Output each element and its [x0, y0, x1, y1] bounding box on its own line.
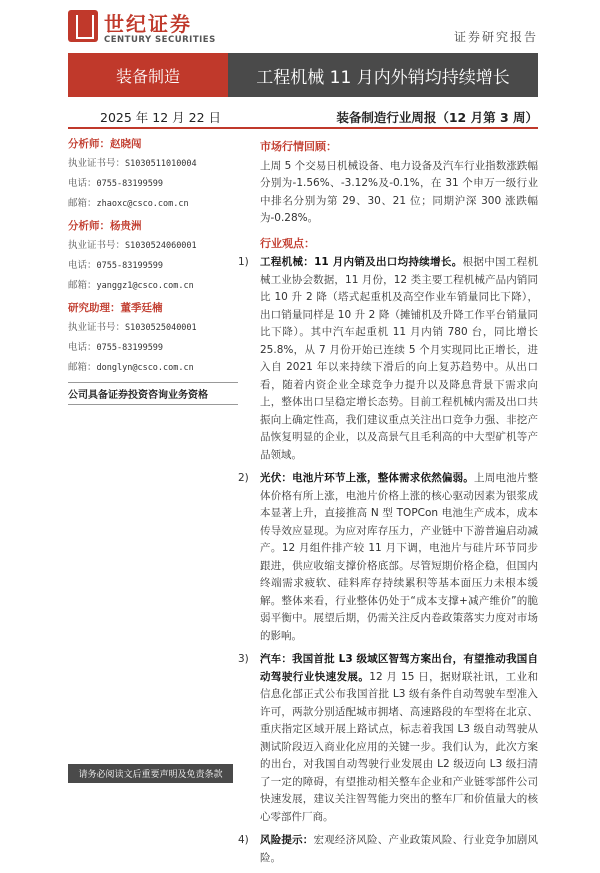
- view-number: 2): [238, 472, 249, 484]
- view-text: 12 月 15 日，据财联社讯，工业和信息化部正式公布我国首批 L3 级有条件自动驾驶车型准入许可，两款分别适配城市拥堵、高速路段的车型将在北京、重庆指定区域开展上路试点，标志着我国 L3 级自动驾驶从测试阶段迈入商业化应用的关键一步。我们认为，此次方案的出台，对我国自动驾驶行业发展由 L2 级迈向 L3 级扫清了一定的障碍，有望推动相关整车企业和产业链零部件公司快速发展，建议关注智驾能力突出的整车厂和价值量大的核心零部件厂商。: [260, 670, 539, 823]
- analyst-name: 研究助理：董季廷楠: [68, 302, 163, 314]
- analyst-block: [68, 136, 238, 209]
- report-subtitle: 装备制造行业周报（12 月第 3 周）: [336, 110, 538, 125]
- analyst-cert: 执业证书号：S1030525040001: [68, 322, 197, 333]
- analyst-cert: 执业证书号：S1030511010004: [68, 158, 197, 169]
- analyst-block: [68, 218, 238, 291]
- logo-name-en: CENTURY SECURITIES: [104, 35, 216, 45]
- main-content: [238, 138, 539, 873]
- view-number: 4): [238, 834, 249, 846]
- view-text: 根据中国工程机械工业协会数据，11 月份，12 类主要工程机械产品内销同比 10 升 2 降（塔式起重机及高空作业车销量同比下降），出口销量同样是 10 升 2 降（摊铺机及升降工作平台销量同比下降）。其中汽车起重机 11 月内销 780 台，同比增长 25.8%，从 7 月份开始已连续 5 个月实现同比正增长，进入自 2021 年以来持续下滑后的向上复苏趋势中。从出口看，随着内资企业全球竞争力提升以及降息背景下需求向上，整体出口呈稳定增长态势。目前工程机械内需及出口共振向上确定性高，我们建议重点关注出口竞争力强、非挖产品恢复明显的企业，以及高景气且毛利高的中大型矿机等产品领域。: [260, 256, 538, 461]
- analyst-name: 分析师：杨贵洲: [68, 220, 142, 232]
- logo-name-cn: 世纪证券: [104, 12, 192, 36]
- market-review-heading: 市场行情回顾：: [260, 140, 337, 153]
- logo-icon: [68, 10, 98, 42]
- view-item: [238, 832, 538, 867]
- industry-views-heading: 行业观点：: [260, 236, 315, 250]
- analyst-block: [68, 300, 238, 373]
- analyst-name: 分析师：赵晓闯: [68, 138, 142, 150]
- analyst-email[interactable]: 邮箱：zhaoxc@csco.com.cn: [68, 198, 189, 209]
- view-lead: 光伏：电池片环节上涨，整体需求依然偏弱。: [260, 472, 474, 484]
- view-lead: 工程机械：11 月内销及出口均持续增长。: [260, 256, 463, 268]
- disclaimer-footer: 请务必阅读文后重要声明及免责条款: [68, 764, 233, 783]
- report-date: 2025 年 12 月 22 日: [100, 110, 221, 125]
- view-item: [238, 470, 538, 645]
- analyst-phone: 电话：0755-83199599: [68, 178, 164, 189]
- report-title: 工程机械 11 月内外销均持续增长: [228, 53, 538, 97]
- company-logo: [68, 8, 238, 50]
- title-banner: [68, 53, 538, 97]
- view-number: 3): [238, 653, 249, 665]
- analyst-email[interactable]: 邮箱：yanggz1@csco.com.cn: [68, 280, 194, 291]
- analyst-phone: 电话：0755-83199599: [68, 260, 164, 271]
- view-lead: 风险提示：: [260, 834, 314, 846]
- header-divider: [68, 127, 538, 129]
- view-text: 上周电池片整体价格有所上涨，电池片价格上涨的核心驱动因素为银浆成本显著上升，直接推高 N 型 TOPCon 电池生产成本，成本传导效应显现。为应对库存压力，产业链中下游普遍启动减产。12 月组件排产较 11 月下调，电池片与硅片环节同步跟进，供应收缩支撑价格底部。尽管短期价格企稳，但国内终端需求疲软、硅料库存持续累积等基本面压力未根本缓解。整体来看，行业整体仍处于“成本支撑+减产维价”的脆弱平衡中。展望后期，仍需关注反内卷政策落实力度对市场的影响。: [260, 472, 538, 642]
- report-type: 证券研究报告: [453, 30, 538, 44]
- analyst-email[interactable]: 邮箱：donglyn@csco.com.cn: [68, 362, 194, 373]
- view-text: 宏观经济风险、产业政策风险、行业竞争加剧风险。: [260, 834, 538, 864]
- analyst-phone: 电话：0755-83199599: [68, 342, 164, 353]
- market-review-text: 上周 5 个交易日机械设备、电力设备及汽车行业指数涨跌幅分别为-1.56%、-3.12%及-0.1%，在 31 个申万一级行业中排名分别为第 29、30、21 位；同期沪深 300 涨跌幅为-0.28%。: [260, 159, 538, 224]
- view-number: 1): [238, 256, 249, 268]
- analyst-column: [68, 136, 238, 405]
- analyst-cert: 执业证书号：S1030524060001: [68, 240, 197, 251]
- view-item: [238, 254, 538, 464]
- sector-label: 装备制造: [68, 53, 228, 97]
- qualification-note: 公司具备证券投资咨询业务资格: [68, 382, 238, 405]
- view-lead: 汽车：我国首批 L3 级域区智驾方案出台，有望推动我国自动驾驶行业快速发展。: [260, 653, 538, 683]
